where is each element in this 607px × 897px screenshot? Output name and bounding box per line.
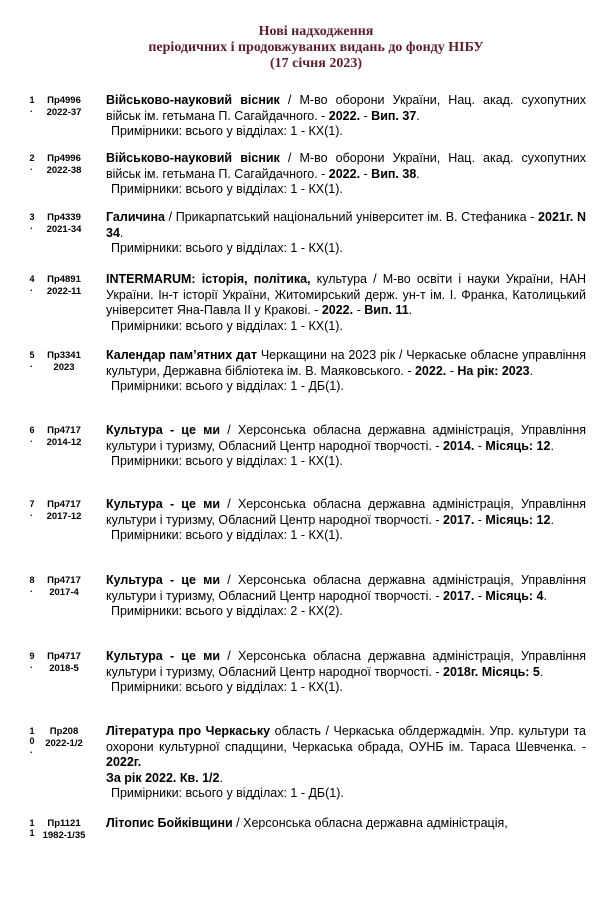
entry-number: 4 (29, 274, 35, 284)
header-date: (17 січня 2023) (270, 56, 362, 71)
entry-title: Календар пам’ятних дат (106, 348, 257, 362)
entry-dot: . (30, 221, 33, 231)
entry-code: Пр4996 2022-38 (46, 153, 82, 176)
entry-dot: . (30, 162, 33, 172)
entry-code: Пр208 2022-1/2 (45, 726, 83, 749)
entry-copies: Примірники: всього у відділах: 1 - ДБ(1). (111, 379, 344, 393)
entry-description: Культура - це ми / Херсонська обласна державна адміністрація, Управління культури і туризму, Обласний Центр народної творчості. - 2017. - Місяць: 12. Примірники: всього у відділах: 1 - КХ(1). (106, 497, 586, 542)
entry-copies: Примірники: всього у відділах: 2 - КХ(2). (111, 604, 343, 618)
entry-description: Військово-науковий вісник / М-во оборони України, Нац. акад. сухопутних військ ім. гетьмана П. Сагайдачного. - 2022. - Вип. 38. Примірники: всього у відділах: 1 - КХ(1). (106, 151, 586, 196)
entry-description: Літопис Бойківщини / Херсонська обласна державна адміністрація, (106, 816, 508, 830)
entry-description: Література про Черкаську область / Черкаська облдержадмін. Упр. культури та охорони культурної спадщини, Черкаська обрада, ОУНБ ім. Тараса Шевченка. - 2022г. За рік 2022. Кв. 1/2. Примірники: всього у відділах: 1 - ДБ(1). (106, 724, 586, 800)
entry-dot: . (30, 283, 33, 293)
entry-description: INTERMARUM: історія, політика, культура / М-во освіти і науки України, НАН України. Ін-т історії України, Житомирський держ. ун-т ім. І. Франка, Католицький університет Яна-Павла ІІ у Кракові. - 2022. - Вип. 11. Примірники: всього у відділах: 1 - КХ(1). (106, 272, 586, 333)
entry-description: Культура - це ми / Херсонська обласна державна адміністрація, Управління культури і туризму, Обласний Центр народної творчості. - 2014. - Місяць: 12. Примірники: всього у відділах: 1 - КХ(1). (106, 423, 586, 468)
entry-number: 1 (29, 95, 35, 105)
entry-dot: . (30, 104, 33, 114)
entry-dot: . (30, 508, 33, 518)
header-subtitle: періодичних і продовжуваних видань до фонду НІБУ (148, 40, 484, 55)
entry-description: Культура - це ми / Херсонська обласна державна адміністрація, Управління культури і туризму, Обласний Центр народної творчості. - 2017. - Місяць: 4. Примірники: всього у відділах: 2 - КХ(2). (106, 573, 586, 618)
entry-description: Військово-науковий вісник / М-во оборони України, Нац. акад. сухопутних військ ім. гетьмана П. Сагайдачного. - 2022. - Вип. 37. Примірники: всього у відділах: 1 - КХ(1). (106, 93, 586, 138)
entry-copies: Примірники: всього у відділах: 1 - ДБ(1). (111, 786, 344, 800)
entry-title: Культура - це ми (106, 423, 221, 437)
entry-copies: Примірники: всього у відділах: 1 - КХ(1). (111, 124, 343, 138)
entry-dot: . (30, 660, 33, 670)
entry-copies: Примірники: всього у відділах: 1 - КХ(1). (111, 454, 343, 468)
entry-code: Пр4996 2022-37 (46, 95, 82, 118)
entry-dot: . (30, 584, 33, 594)
entry-code: Пр4717 2017-12 (46, 499, 82, 522)
entry-description: Галичина / Прикарпатський національний університет ім. В. Стефаника - 2021г. N 34. Примірники: всього у відділах: 1 - КХ(1). (106, 210, 586, 255)
entry-number: 10 (29, 726, 35, 746)
entry-number: 8 (29, 575, 35, 585)
entry-description: Календар пам’ятних дат Черкащини на 2023 рік / Черкаське обласне управління культури, Державна бібліотека ім. В. Маяковського. - 2022. - На рік: 2023. Примірники: всього у відділах: 1 - ДБ(1). (106, 348, 587, 393)
entry-dot: . (30, 434, 33, 444)
entry-title: Військово-науковий вісник (106, 151, 280, 165)
entry-description: Культура - це ми / Херсонська обласна державна адміністрація, Управління культури і туризму, Обласний Центр народної творчості. - 2018г. Місяць: 5. Примірники: всього у відділах: 1 - КХ(1). (106, 649, 586, 694)
entry-code: Пр3341 2023 (47, 350, 81, 373)
entry-copies: Примірники: всього у відділах: 1 - КХ(1). (111, 182, 343, 196)
entry-code: Пр4891 2022-11 (46, 274, 82, 297)
entry-copies: Примірники: всього у відділах: 1 - КХ(1). (111, 318, 343, 333)
entry-title: Культура - це ми (106, 497, 221, 511)
entry-title: INTERMARUM: історія, політика, (106, 272, 311, 286)
entry-title: Література про Черкаську (106, 724, 271, 738)
entry-code: Пр1121 1982-1/35 (42, 818, 86, 841)
entry-title: Військово-науковий вісник (106, 93, 280, 107)
entry-title: Культура - це ми (106, 649, 221, 663)
entry-number: 5 (29, 350, 35, 360)
entry-number: 7 (29, 499, 35, 509)
entry-number: 2 (29, 153, 35, 163)
header-title: Нові надходження (258, 24, 374, 39)
entry-code: Пр4339 2021-34 (46, 212, 82, 235)
entry-number: 3 (29, 212, 35, 222)
entry-number: 6 (29, 425, 35, 435)
entry-title: Галичина (106, 210, 165, 224)
entry-title: Літопис Бойківщини (106, 816, 233, 830)
entry-copies: Примірники: всього у відділах: 1 - КХ(1). (111, 241, 343, 255)
entry-title: Культура - це ми (106, 573, 221, 587)
entry-code: Пр4717 2018-5 (47, 651, 81, 674)
entry-copies: Примірники: всього у відділах: 1 - КХ(1). (111, 680, 343, 694)
entry-number: 11 (29, 818, 35, 838)
entry-code: Пр4717 2017-4 (47, 575, 81, 598)
document-header (0, 24, 607, 72)
entry-dot: . (30, 745, 33, 755)
entry-dot: . (30, 359, 33, 369)
entry-code: Пр4717 2014-12 (46, 425, 82, 448)
entry-number: 9 (29, 651, 35, 661)
entry-copies: Примірники: всього у відділах: 1 - КХ(1). (111, 528, 343, 542)
